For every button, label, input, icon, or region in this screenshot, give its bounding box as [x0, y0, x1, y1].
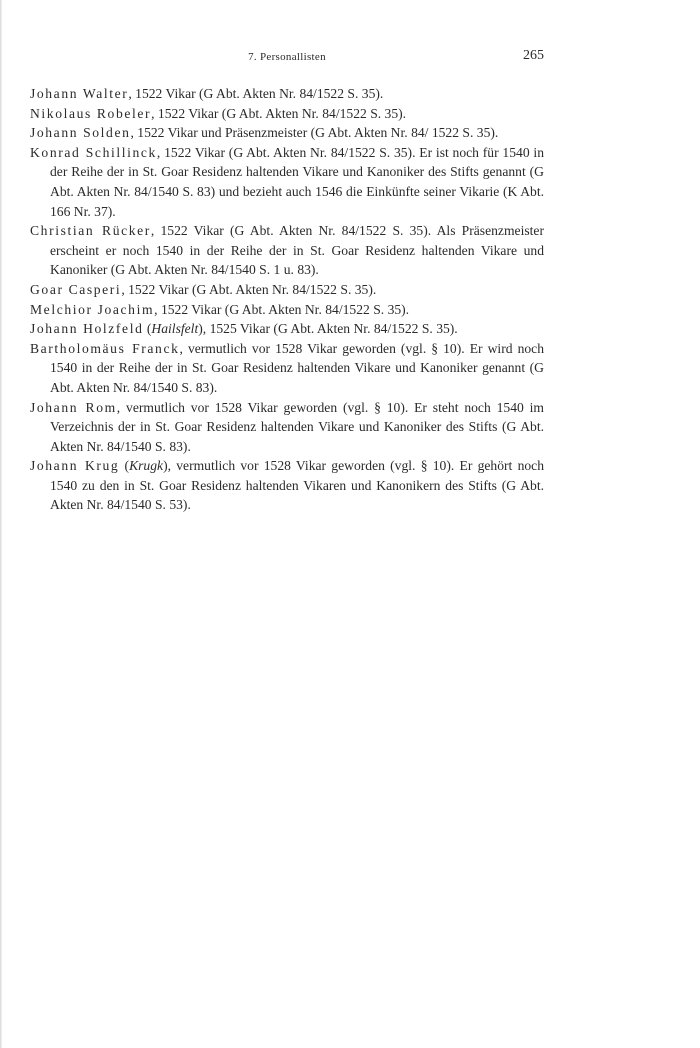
page-edge-shadow	[0, 0, 2, 1048]
list-entry	[30, 280, 544, 300]
list-entry	[30, 123, 544, 143]
list-entry	[30, 84, 544, 104]
entry-text: , 1522 Vikar (G Abt. Akten Nr. 84/1522 S. 35).	[151, 105, 407, 121]
entry-text: , vermutlich vor 1528 Vikar geworden (vgl. § 10). Er gehört noch 1540 zu den in St. Goar Residenz haltenden Vikaren und Kanonikern des Stifts (G Abt. Akten Nr. 84/1540 S. 53).	[50, 458, 544, 513]
list-entry	[30, 104, 544, 124]
person-name: Christian Rücker	[30, 223, 151, 239]
person-name: Goar Casperi	[30, 281, 122, 297]
list-entry: Johann Holzfeld (Hailsfelt), 1525 Vikar (G Abt. Akten Nr. 84/1522 S. 35).	[30, 321, 458, 337]
page-number: 265	[523, 48, 544, 63]
person-name: Konrad Schillinck	[30, 144, 157, 160]
list-entry	[30, 221, 544, 280]
person-name: Johann Rom	[30, 399, 117, 415]
entry-text: , 1522 Vikar (G Abt. Akten Nr. 84/1522 S. 35).	[128, 86, 384, 101]
list-entry	[30, 300, 544, 320]
name-variant: Krugk	[129, 458, 164, 474]
entry-text: , vermutlich vor 1528 Vikar geworden (vgl. § 10). Er steht noch 1540 im Verzeichnis der in St. Goar Residenz haltenden Vikare und Kanoniker des Stifts (G Abt. Akten Nr. 84/1540 S. 83).	[50, 399, 544, 454]
entry-text: , 1522 Vikar (G Abt. Akten Nr. 84/1522 S. 35).	[154, 301, 410, 317]
list-entry	[30, 143, 544, 221]
person-name: Johann Walter	[30, 86, 129, 101]
list-entry: Johann Krug (Krugk), vermutlich vor 1528 Vikar geworden (vgl. § 10). Er gehört noch 1540 zu den in St. Goar Residenz haltenden Vikaren und Kanonikern des Stifts (G Abt. Akten Nr. 84/1540 S. 53).	[30, 458, 544, 513]
entry-text: , vermutlich vor 1528 Vikar geworden (vgl. § 10). Er wird noch 1540 in der Reihe der in St. Goar Residenz haltenden Vikare und Kanoniker genannt (G Abt. Akten Nr. 84/1540 S. 83).	[50, 340, 545, 395]
personnel-list	[30, 84, 544, 515]
person-name: Johann Krug	[30, 458, 120, 474]
entry-text: , 1525 Vikar (G Abt. Akten Nr. 84/1522 S. 35).	[202, 321, 458, 337]
name-variant: Hailsfelt	[151, 321, 199, 337]
person-name: Melchior Joachim	[30, 301, 155, 317]
running-head	[30, 48, 544, 70]
entry-text: , 1522 Vikar und Präsenzmeister (G Abt. Akten Nr. 84/ 1522 S. 35).	[130, 125, 499, 141]
entry-text: , 1522 Vikar (G Abt. Akten Nr. 84/1522 S. 35). Als Präsenzmeister erscheint er noch 1540 in der Reihe der in St. Goar Residenz haltenden Vikare und Kanoniker (G Abt. Akten Nr. 84/1540 S. 1 u. 83).	[50, 223, 544, 278]
list-entry	[30, 339, 544, 398]
list-entry	[30, 398, 544, 457]
entry-text: , 1522 Vikar (G Abt. Akten Nr. 84/1522 S. 35).	[121, 281, 377, 297]
person-name: Johann Holzfeld	[30, 321, 144, 337]
person-name: Johann Solden	[30, 125, 131, 141]
person-name: Nikolaus Robeler	[30, 105, 152, 121]
running-title: 7. Personallisten	[248, 51, 326, 63]
entry-text: , 1522 Vikar (G Abt. Akten Nr. 84/1522 S. 35). Er ist noch für 1540 in der Reihe der in St. Goar Residenz haltenden Vikare und Kanoniker des Stifts genannt (G Abt. Akten Nr. 84/1540 S. 83) und bezieht auch 1546 die Einkünfte seiner Vikarie (K Abt. 166 Nr. 37).	[50, 144, 544, 219]
person-name: Bartholomäus Franck	[30, 340, 180, 356]
